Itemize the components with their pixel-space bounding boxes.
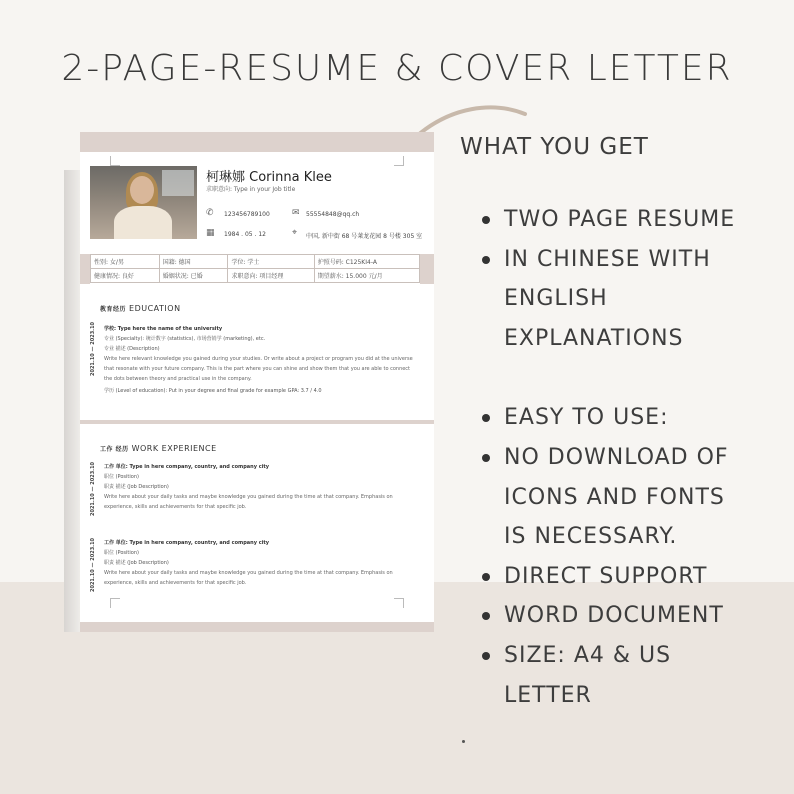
document-shadow (64, 170, 80, 632)
location-icon: ⌖ (292, 228, 298, 238)
education-school: 学校: Type here the name of the university (104, 326, 223, 332)
corner-mark (394, 598, 404, 608)
table-row (91, 255, 420, 269)
job-company: 工作 单位: Type in here company, country, and company city (104, 540, 270, 546)
calendar-icon: ▦ (206, 228, 215, 238)
resume-birth: 1984 . 05 . 12 (224, 231, 266, 238)
table-cell: 学位: 学士 (228, 255, 314, 269)
job-position: 职位 (Position) (104, 550, 139, 556)
job-desc-label: 职责 描述 (Job Description) (104, 560, 169, 566)
job-description: Write here about your daily tasks and maybe knowledge you gained during the time at that company. Emphasis on experience, skills and achievements for that specific job. (104, 494, 393, 510)
job-date: 2021.10 — 2023.10 (90, 461, 96, 516)
table-cell: 护照号码: C125KI4-A (314, 255, 419, 269)
feature-item-continuation: IS NECESSARY. (504, 524, 678, 550)
bullet-icon (482, 256, 490, 264)
section-divider (80, 420, 434, 424)
job-date: 2021.10 — 2023.10 (90, 537, 96, 592)
table-cell: 性别: 女/男 (91, 255, 160, 269)
job-description: Write here about your daily tasks and maybe knowledge you gained during the time at that company. Emphasis on experience, skills and achievements for that specific job. (104, 570, 393, 586)
resume-document-preview (80, 132, 434, 632)
feature-item: IN CHINESE WITH (480, 240, 780, 280)
feature-item-continuation: ENGLISH (504, 286, 608, 312)
what-you-get-label: WHAT YOU GET (460, 134, 649, 160)
education-specialty: 专业 (Specialty): 统计数字 (statistics), 市场营销学 (marketing), etc. (104, 336, 266, 342)
info-right-band (420, 254, 434, 284)
table-cell: 国籍: 德国 (159, 255, 228, 269)
education-description: Write here relevant knowledge you gained during your studies. Or write about a project or program you did at the universe that resonate with your future company. This is the part where you can shine and show them that you are able to connect the dots between theory and practical use in the company. (104, 356, 413, 382)
job-position: 职位 (Position) (104, 474, 139, 480)
info-left-band (80, 254, 90, 284)
education-level: 学历 (Level of education): Put in your degree and final grade for example GPA: 3.7 / 4.0 (104, 388, 322, 394)
resume-name: 柯琳娜 Corinna Klee (206, 170, 332, 185)
education-date: 2021.10 — 2023.10 (90, 321, 96, 376)
resume-job-title: 求职意向: Type in your Job title (206, 186, 296, 193)
bullet-icon (482, 652, 490, 660)
education-heading: 教育经历 EDUCATION (100, 304, 181, 313)
table-row (91, 269, 420, 283)
bullet-icon (482, 612, 490, 620)
corner-mark (110, 156, 120, 166)
work-heading: 工作 经历 WORK EXPERIENCE (100, 444, 217, 453)
bullet-icon (482, 573, 490, 581)
education-desc-label: 专业 描述 (Description) (104, 346, 160, 352)
feature-item: TWO PAGE RESUME (480, 200, 780, 240)
table-cell: 健康情况: 良好 (91, 269, 160, 283)
phone-icon: ✆ (206, 208, 214, 218)
feature-list (480, 200, 780, 715)
feature-item-continuation: LETTER (504, 682, 592, 708)
feature-item: EASY TO USE: (480, 398, 780, 438)
feature-gap (480, 358, 780, 398)
job-company: 工作 单位: Type in here company, country, and company city (104, 464, 270, 470)
document-bottom-band (80, 622, 434, 632)
table-cell: 期望薪水: 15.000 元/月 (314, 269, 419, 283)
resume-address: 中国, 新中街 68 号莱龙花园 8 号楼 305 室 (306, 233, 423, 240)
feature-item: NO DOWNLOAD OF (480, 438, 780, 478)
feature-item-continuation: ICONS AND FONTS (504, 484, 725, 510)
personal-info-table (90, 254, 420, 283)
resume-phone: 123456789100 (224, 211, 270, 218)
feature-item: SIZE: A4 & US (480, 636, 780, 676)
job-desc-label: 职责 描述 (Job Description) (104, 484, 169, 490)
profile-photo (90, 166, 197, 239)
feature-item-continuation: EXPLANATIONS (504, 325, 684, 351)
headline: 2-PAGE-RESUME & COVER LETTER (61, 48, 733, 89)
bottom-mark (462, 740, 465, 743)
corner-mark (110, 598, 120, 608)
bullet-icon (482, 454, 490, 462)
corner-mark (394, 156, 404, 166)
feature-item: DIRECT SUPPORT (480, 557, 780, 597)
table-cell: 婚姻状况: 已婚 (159, 269, 228, 283)
document-top-band (80, 132, 434, 152)
bullet-icon (482, 414, 490, 422)
feature-item: WORD DOCUMENT (480, 596, 780, 636)
resume-email: 55554848@qq.ch (306, 211, 360, 218)
table-cell: 求职意向: 项目经理 (228, 269, 314, 283)
email-icon: ✉ (292, 208, 300, 218)
bullet-icon (482, 216, 490, 224)
